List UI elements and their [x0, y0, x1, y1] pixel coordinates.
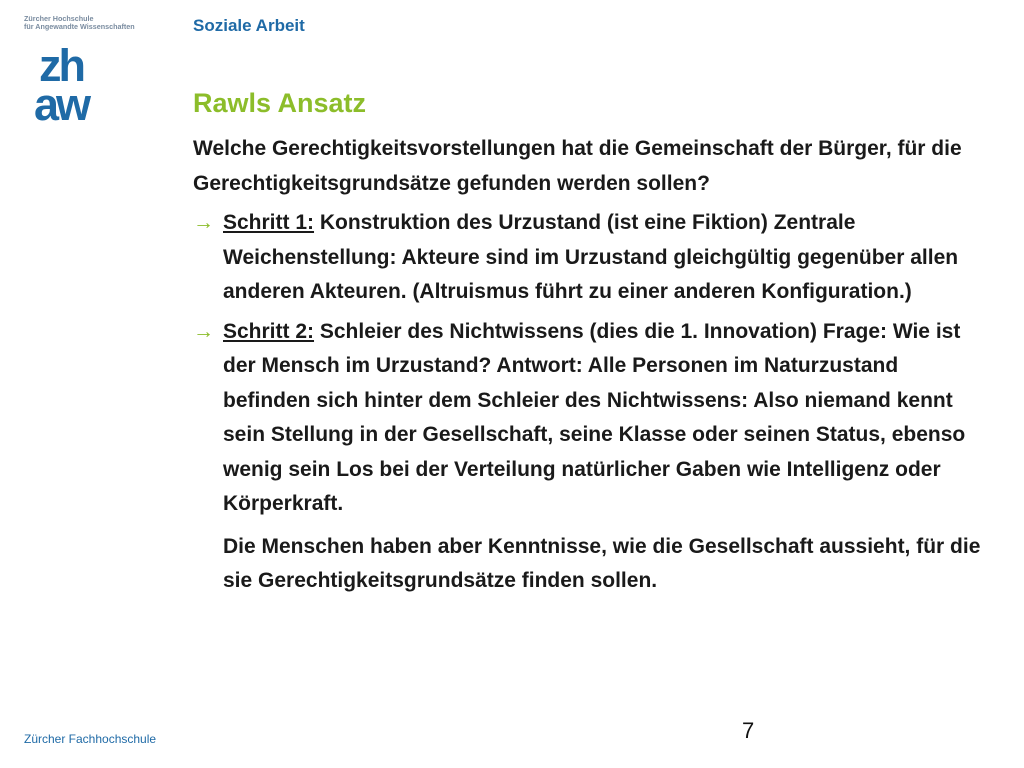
logo-bottom-text: aw: [33, 79, 89, 124]
step-2: [193, 315, 983, 522]
intro-question: Welche Gerechtigkeitsvorstellungen hat die Gemeinschaft der Bürger, für die Gerechtigkeitsgrundsätze gefunden werden sollen?: [193, 137, 962, 195]
page-number: 7: [742, 718, 755, 743]
step-2-text: Schleier des Nichtwissens (dies die 1. Innovation) Frage: Wie ist der Mensch im Urzustand? Antwort: Alle Personen im Naturzustand befinden sich hinter dem Schleier des Nichtwissens: Also niemand kennt sein Stellung in der Gesellschaft, seine Klasse oder seinen Status, ebenso wenig sein Los bei der Verteilung natürlicher Gaben wie Intelligenz oder Körperkraft.: [223, 319, 966, 515]
step-1-label: Schritt 1:: [223, 211, 315, 234]
logo-top-text: zh: [39, 44, 83, 91]
institution-line-2: für Angewandte Wissenschaften: [24, 22, 135, 31]
step-1-text: Konstruktion des Urzustand (ist eine Fiktion) Zentrale Weichenstellung: Akteure sind im Urzustand gleichgültig gegenüber allen anderen Akteuren. (Altruismus führt zu einer anderen Konfiguration.): [223, 211, 959, 303]
department-title: Soziale Arbeit: [193, 16, 305, 35]
closing-paragraph: Die Menschen haben aber Kenntnisse, wie die Gesellschaft aussieht, für die sie Gerechtigkeitsgrundsätze finden sollen.: [223, 534, 981, 592]
zhaw-logo: [22, 44, 100, 124]
step-1: [193, 206, 983, 310]
arrow-icon: →: [193, 319, 214, 343]
institution-line-1: Zürcher Hochschule: [24, 14, 94, 23]
slide-title: Rawls Ansatz: [193, 88, 367, 118]
slide-content: [193, 132, 983, 599]
institution-name: [24, 15, 135, 31]
arrow-icon: →: [193, 211, 214, 234]
footer-school: Zürcher Fachhochschule: [24, 732, 157, 746]
step-2-label: Schritt 2:: [223, 319, 315, 343]
